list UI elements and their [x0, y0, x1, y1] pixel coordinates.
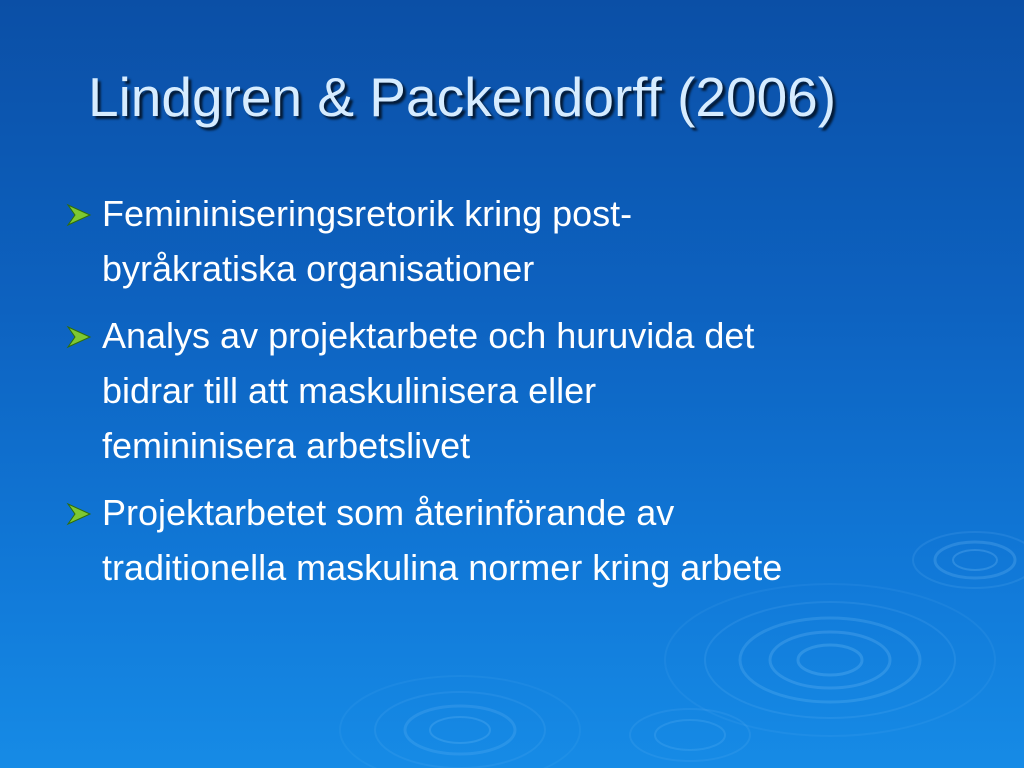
bullet-line: Femininiseringsretorik kring post- — [102, 193, 633, 234]
chevron-arrow-icon — [66, 325, 92, 349]
bullet-line: femininisera arbetslivet — [102, 425, 471, 466]
bullet-item — [64, 308, 984, 473]
bullet-line: traditionella maskulina normer kring arbete — [102, 547, 783, 588]
bullet-line: Projektarbetet som återinförande av — [102, 492, 675, 533]
slide-title: Lindgren & Packendorff (2006) — [88, 66, 837, 128]
chevron-arrow-icon — [66, 203, 92, 227]
bullet-item — [64, 485, 984, 595]
bullet-item — [64, 186, 984, 296]
chevron-arrow-icon — [66, 502, 92, 526]
bullet-line: Analys av projektarbete och huruvida det — [102, 315, 755, 356]
bullet-line: byråkratiska organisationer — [102, 248, 535, 289]
bullet-list — [64, 186, 984, 607]
bullet-line: bidrar till att maskulinisera eller — [102, 370, 597, 411]
